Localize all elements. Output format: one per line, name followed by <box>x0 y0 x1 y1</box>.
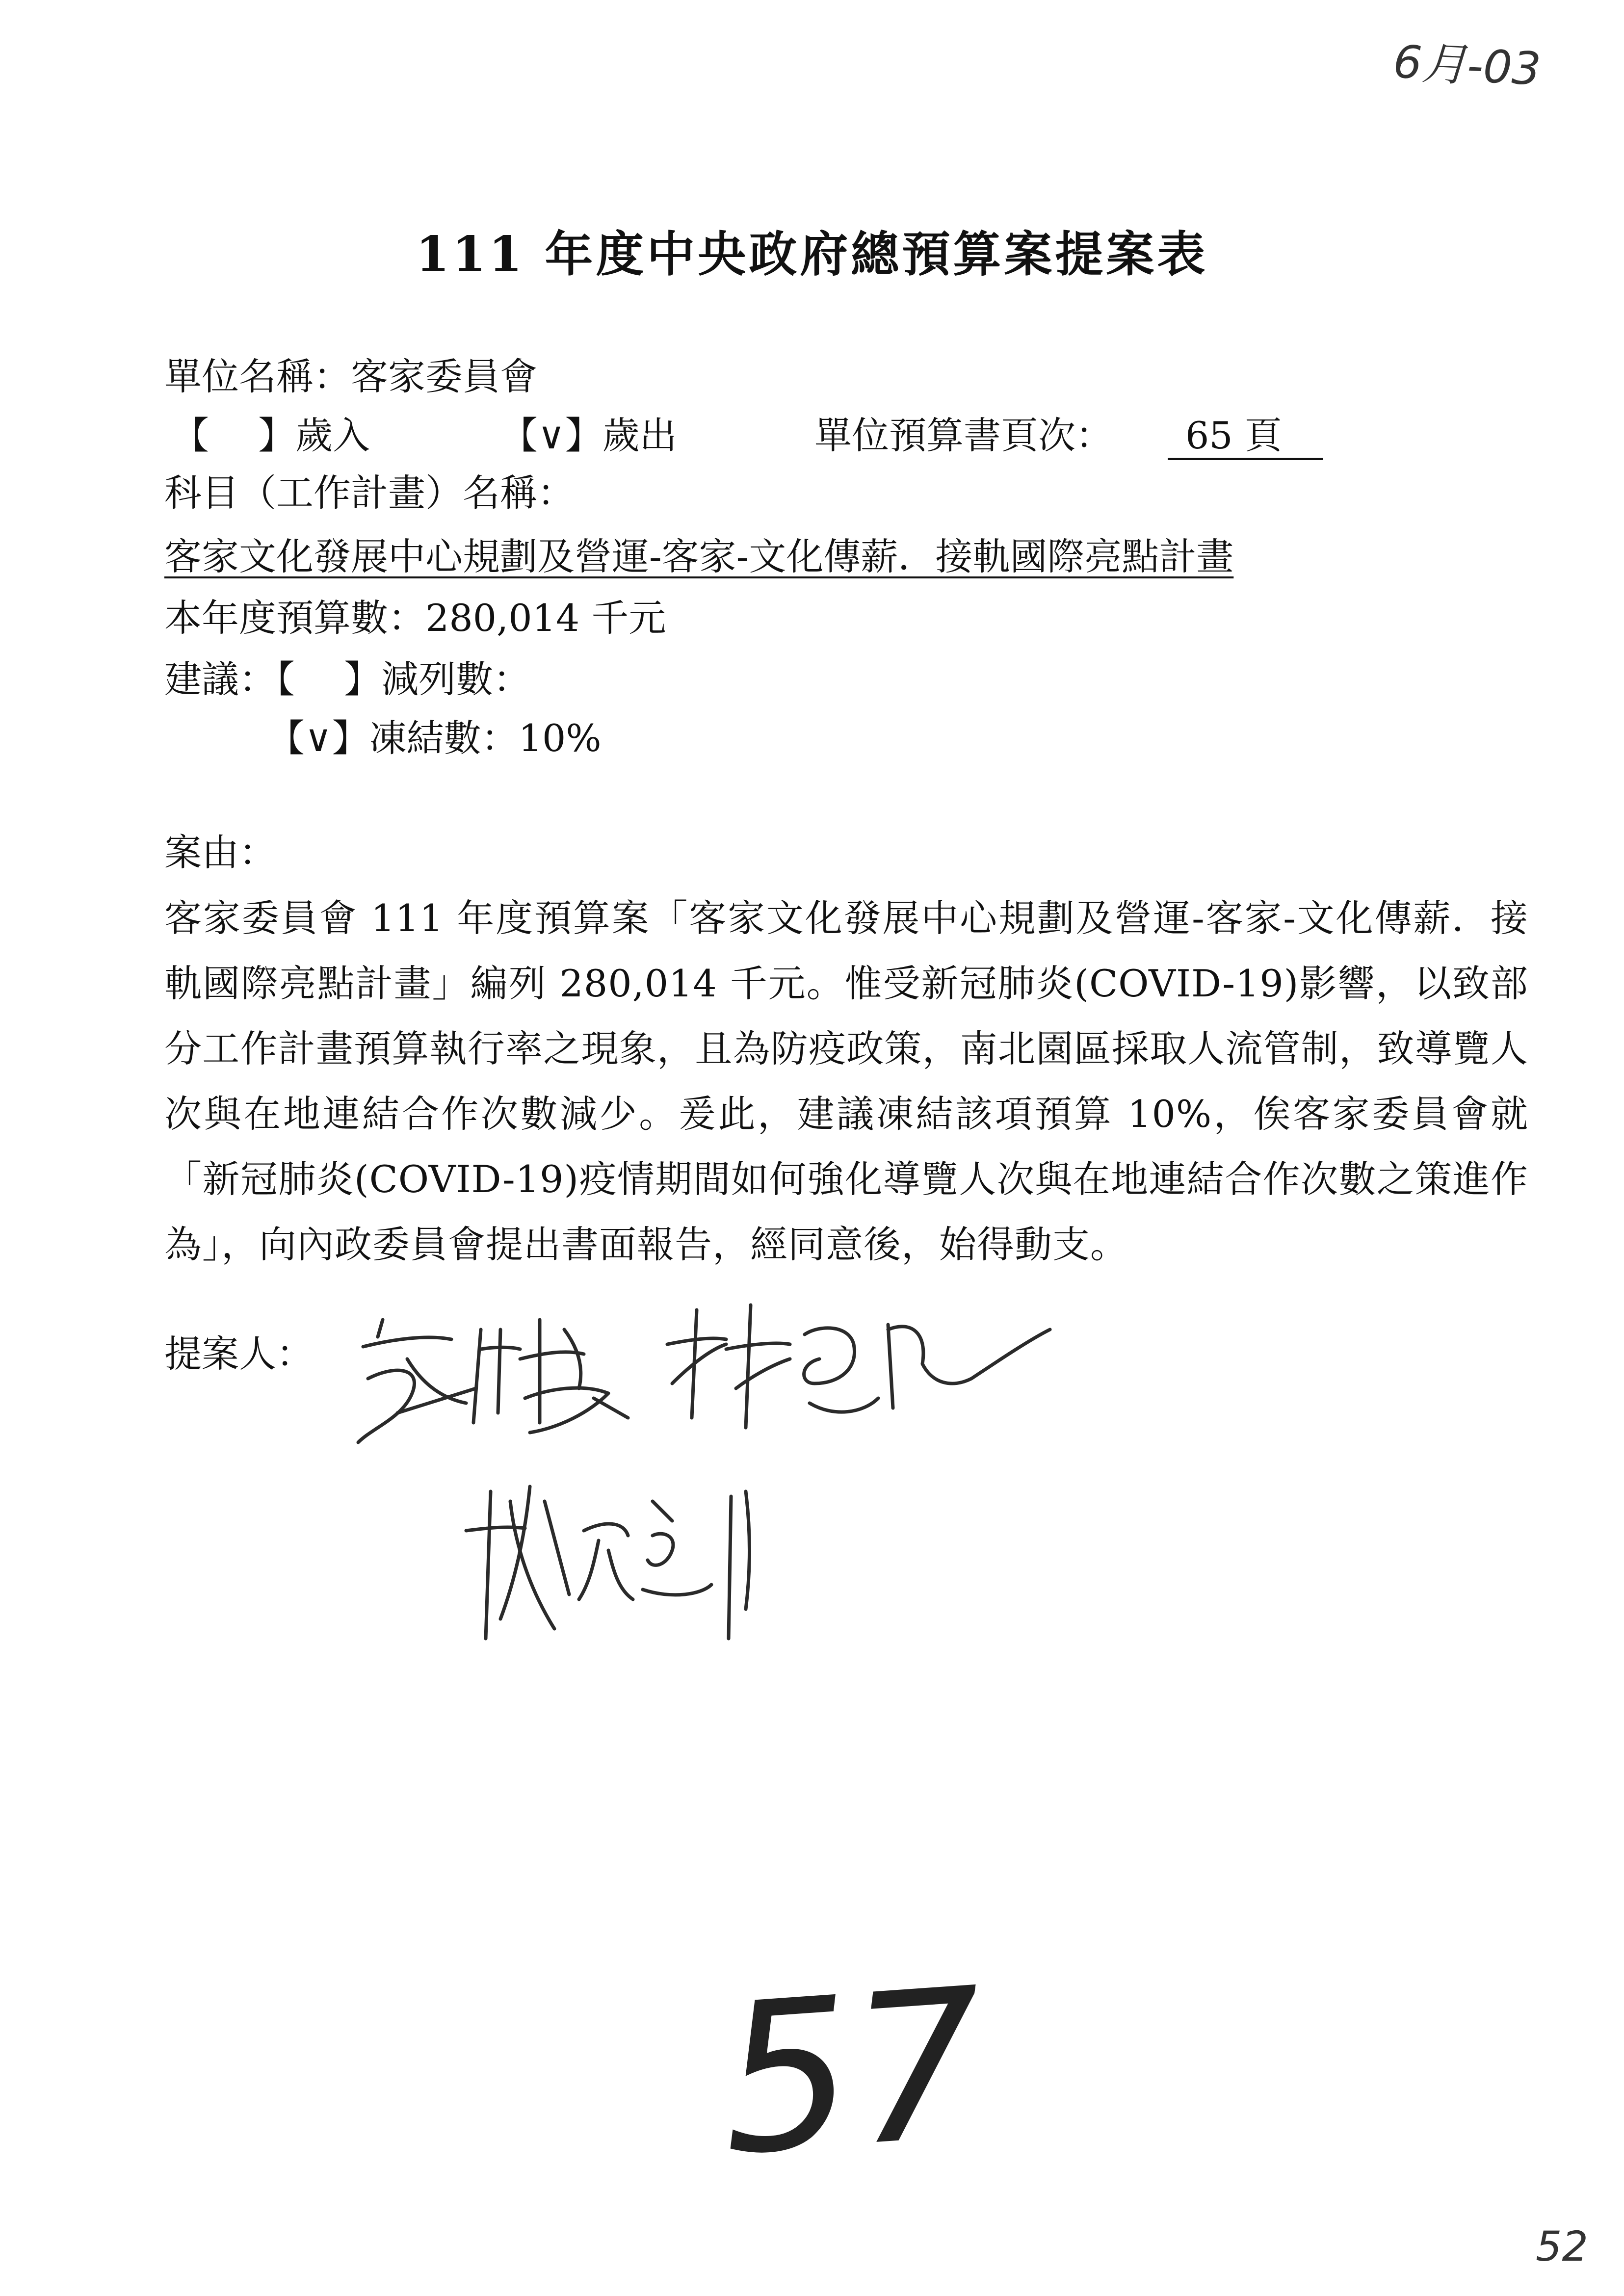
signature-1 <box>353 1300 657 1457</box>
reason-text: 客家委員會 111 年度預算案「客家文化發展中心規劃及營運-客家-文化傳薪．接軌國際亮點計畫」編列 280,014 千元。惟受新冠肺炎(COVID-19)影響，以致部分工作計畫預算執行率之現象，且為防疫政策，南北園區採取人流管制，致導覽人次與在地連結合作次數減少。爰此，建議凍結該項預算 10%，俟客家委員會就「新冠肺炎(COVID-19)疫情期間如何強化導覽人次與在地連結合作次數之策進作為」，向內政委員會提出書面報告，經同意後，始得動支。 <box>164 896 1528 1266</box>
handwritten-date-note: 6月-03 <box>1392 35 1542 96</box>
handwritten-page-number: 57 <box>713 1943 992 2202</box>
reason-label: 案由： <box>164 831 276 874</box>
signature-3 <box>456 1472 790 1648</box>
signature-2 <box>657 1290 1060 1437</box>
handwritten-corner-number: 52 <box>1536 2222 1588 2270</box>
subject-label: 科目（工作計畫）名稱： <box>164 471 575 515</box>
expense-option: 【∨】歲出 <box>500 414 677 457</box>
page-title: 111 年度中央政府總預算案提案表 <box>416 226 1208 283</box>
unit-name-line: 單位名稱：客家委員會 <box>164 355 537 398</box>
budget-amount: 本年度預算數：280,014 千元 <box>164 596 666 640</box>
budget-page-number: 65 頁 <box>1168 414 1323 460</box>
proposer-label: 提案人： <box>164 1332 314 1376</box>
subject-name: 客家文化發展中心規劃及營運-客家-文化傳薪．接軌國際亮點計畫 <box>164 535 1234 578</box>
suggestion-freeze: 【∨】凍結數：10% <box>267 716 602 760</box>
suggestion-reduce: 建議：【 】減列數： <box>164 657 531 701</box>
revenue-option: 【 】歲入 <box>172 414 370 457</box>
budget-page-label: 單位預算書頁次： <box>814 414 1113 457</box>
budget-page-value <box>1168 411 1323 460</box>
